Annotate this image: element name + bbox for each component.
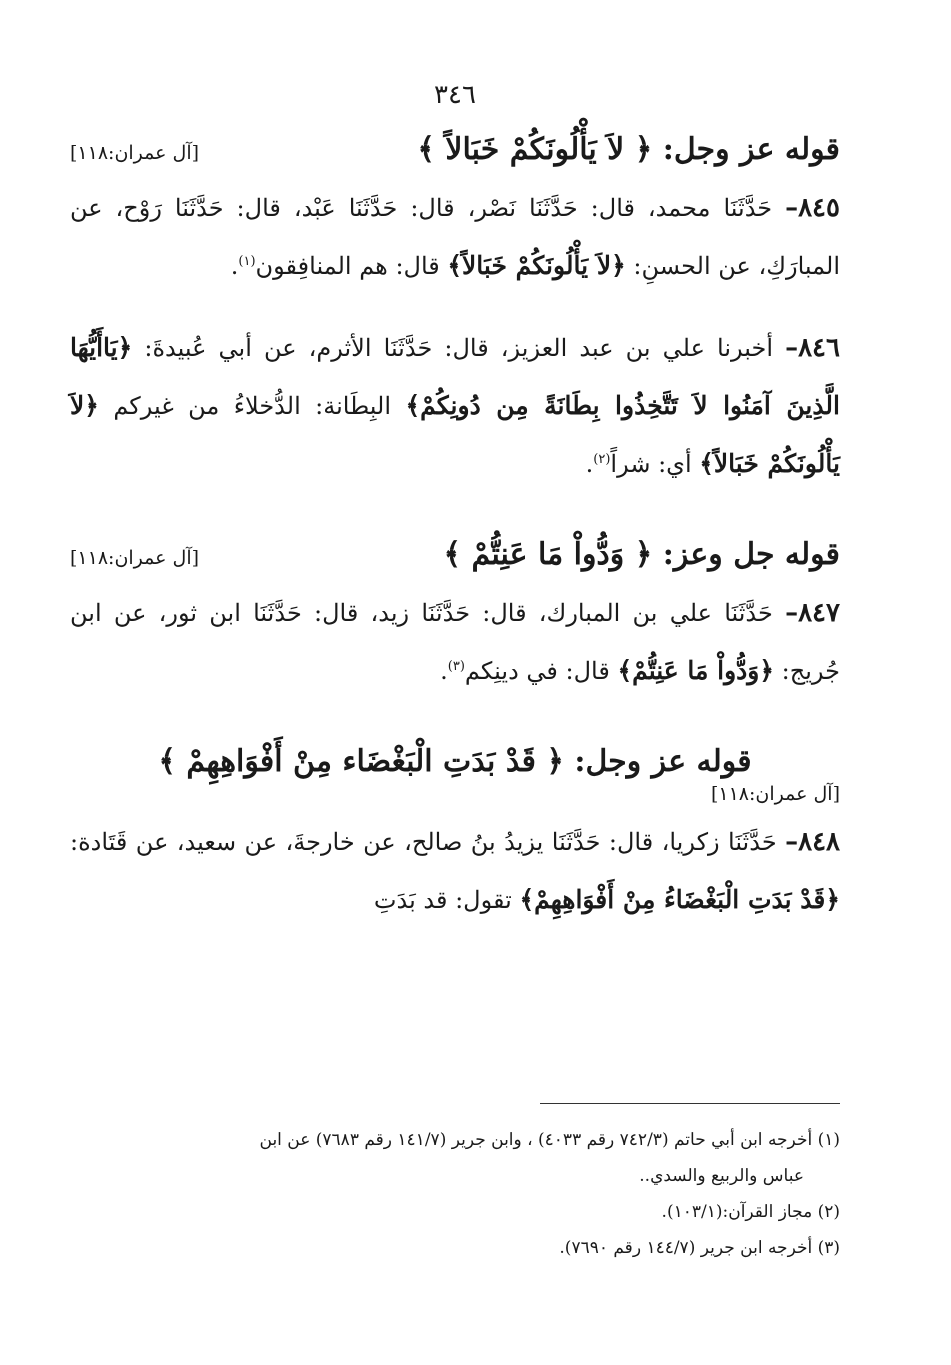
hadith-number: ٨٤٨– <box>785 827 841 857</box>
footnote-2 <box>70 1194 840 1230</box>
hadith-846 <box>70 319 840 493</box>
section-heading-2 <box>70 537 840 572</box>
heading-ayah: ﴿ لاَ يَأْلُونَكُمْ خَبَالاً ﴾ <box>417 132 653 167</box>
spacer <box>70 513 840 531</box>
hadith-text: أي: شراً <box>610 450 700 478</box>
footnote-marker[interactable]: (٣) <box>447 659 465 674</box>
hadith-text: أخبرنا علي بن عبد العزيز، قال: حَدَّثَنَا الأثرم، عن أبي عُبيدةَ: <box>132 334 786 362</box>
footnote-3 <box>70 1230 840 1266</box>
hadith-848 <box>70 813 840 929</box>
footnote-1 <box>70 1122 840 1194</box>
quran-quote: ﴿لاَ يَأْلُونَكُمْ خَبَالاً﴾ <box>447 251 626 280</box>
page-number: ٣٤٦ <box>434 80 476 110</box>
quran-quote: ﴿قَدْ بَدَتِ الْبَغْضَاءُ مِنْ أَفْوَاهِهِمْ﴾ <box>519 885 840 914</box>
hadith-847 <box>70 584 840 700</box>
footnote-text: عباس والربيع والسدي.. <box>639 1166 804 1186</box>
heading-prefix: قوله عز وجل: <box>574 744 752 779</box>
hadith-text: قال: في دينِكم <box>464 657 618 685</box>
hadith-text: البِطَانة: الدُّخلاءُ من غيركم <box>98 392 406 420</box>
heading-text <box>417 132 840 167</box>
section-heading-1 <box>70 132 840 167</box>
hadith-text: . <box>230 252 239 280</box>
footnote-text: (٢) مجاز القرآن:(١٠٣/١). <box>661 1202 840 1222</box>
heading-text <box>158 744 751 779</box>
hadith-number: ٨٤٥– <box>785 193 840 223</box>
hadith-845 <box>70 179 840 295</box>
footnote-marker[interactable]: (١) <box>238 254 256 269</box>
section-heading-3 <box>70 744 840 779</box>
heading-text <box>444 537 840 572</box>
page-body <box>70 80 840 949</box>
heading-prefix: قوله عز وجل: <box>662 132 840 167</box>
spacer <box>70 720 840 738</box>
footnote-text: (١) أخرجه ابن أبي حاتم (٧٤٢/٣ رقم ٤٠٣٣) ، وابن جرير (١٤١/٧ رقم ٧٦٨٣) عن ابن <box>259 1130 840 1150</box>
hadith-text: تقول: قد بَدَتِ <box>373 886 520 914</box>
heading-ayah: ﴿ قَدْ بَدَتِ الْبَغْضَاء مِنْ أَفْوَاهِهِمْ ﴾ <box>158 744 564 779</box>
footnote-text: (٣) أخرجه ابن جرير (١٤٤/٧ رقم ٧٦٩٠). <box>559 1238 840 1258</box>
surah-reference: [آل عمران:١١٨] <box>710 783 840 805</box>
hadith-number: ٨٤٧– <box>785 598 840 628</box>
surah-reference: [آل عمران:١١٨] <box>70 142 200 164</box>
quran-quote: ﴿يَاأَيُّهَا الَّذِينَ آمَنُوا لاَ تَتَّخِذُوا بِطَانَةً مِن دُونِكُمْ﴾ <box>70 333 840 420</box>
hadith-text: قال: هم المنافِقون <box>255 252 448 280</box>
heading-prefix: قوله جل وعز: <box>662 537 840 572</box>
footnotes <box>70 1122 840 1266</box>
surah-reference: [آل عمران:١١٨] <box>70 547 200 569</box>
hadith-text: . <box>585 450 594 478</box>
hadith-text: . <box>440 657 448 685</box>
hadith-text: حَدَّثَنَا علي بن المبارك، قال: حَدَّثَنَا زيد، قال: حَدَّثَنَا ابن ثور، عن ابن جُريج: <box>70 599 840 685</box>
hadith-text: حَدَّثَنَا زكريا، قال: حَدَّثَنَا يزيدُ بنُ صالح، عن خارجةَ، عن سعيد، عن قَتَادة: <box>70 828 786 856</box>
quran-quote: ﴿وَدُّواْ مَا عَنِتُّمْ﴾ <box>617 656 775 685</box>
footnote-marker[interactable]: (٢) <box>593 452 611 467</box>
heading-ayah: ﴿ وَدُّواْ مَا عَنِتُّمْ ﴾ <box>443 537 653 572</box>
footnote-divider <box>540 1103 840 1104</box>
hadith-text: حَدَّثَنَا محمد، قال: حَدَّثَنَا نَصْر، قال: حَدَّثَنَا عَبْد، قال: حَدَّثَنَا رَوْح، عن المبارَكِ، عن الحسنِ: <box>70 194 840 280</box>
quran-quote: ﴿لاَ يَأْلُونَكُمْ خَبَالاً﴾ <box>70 391 840 478</box>
hadith-number: ٨٤٦– <box>785 333 840 363</box>
